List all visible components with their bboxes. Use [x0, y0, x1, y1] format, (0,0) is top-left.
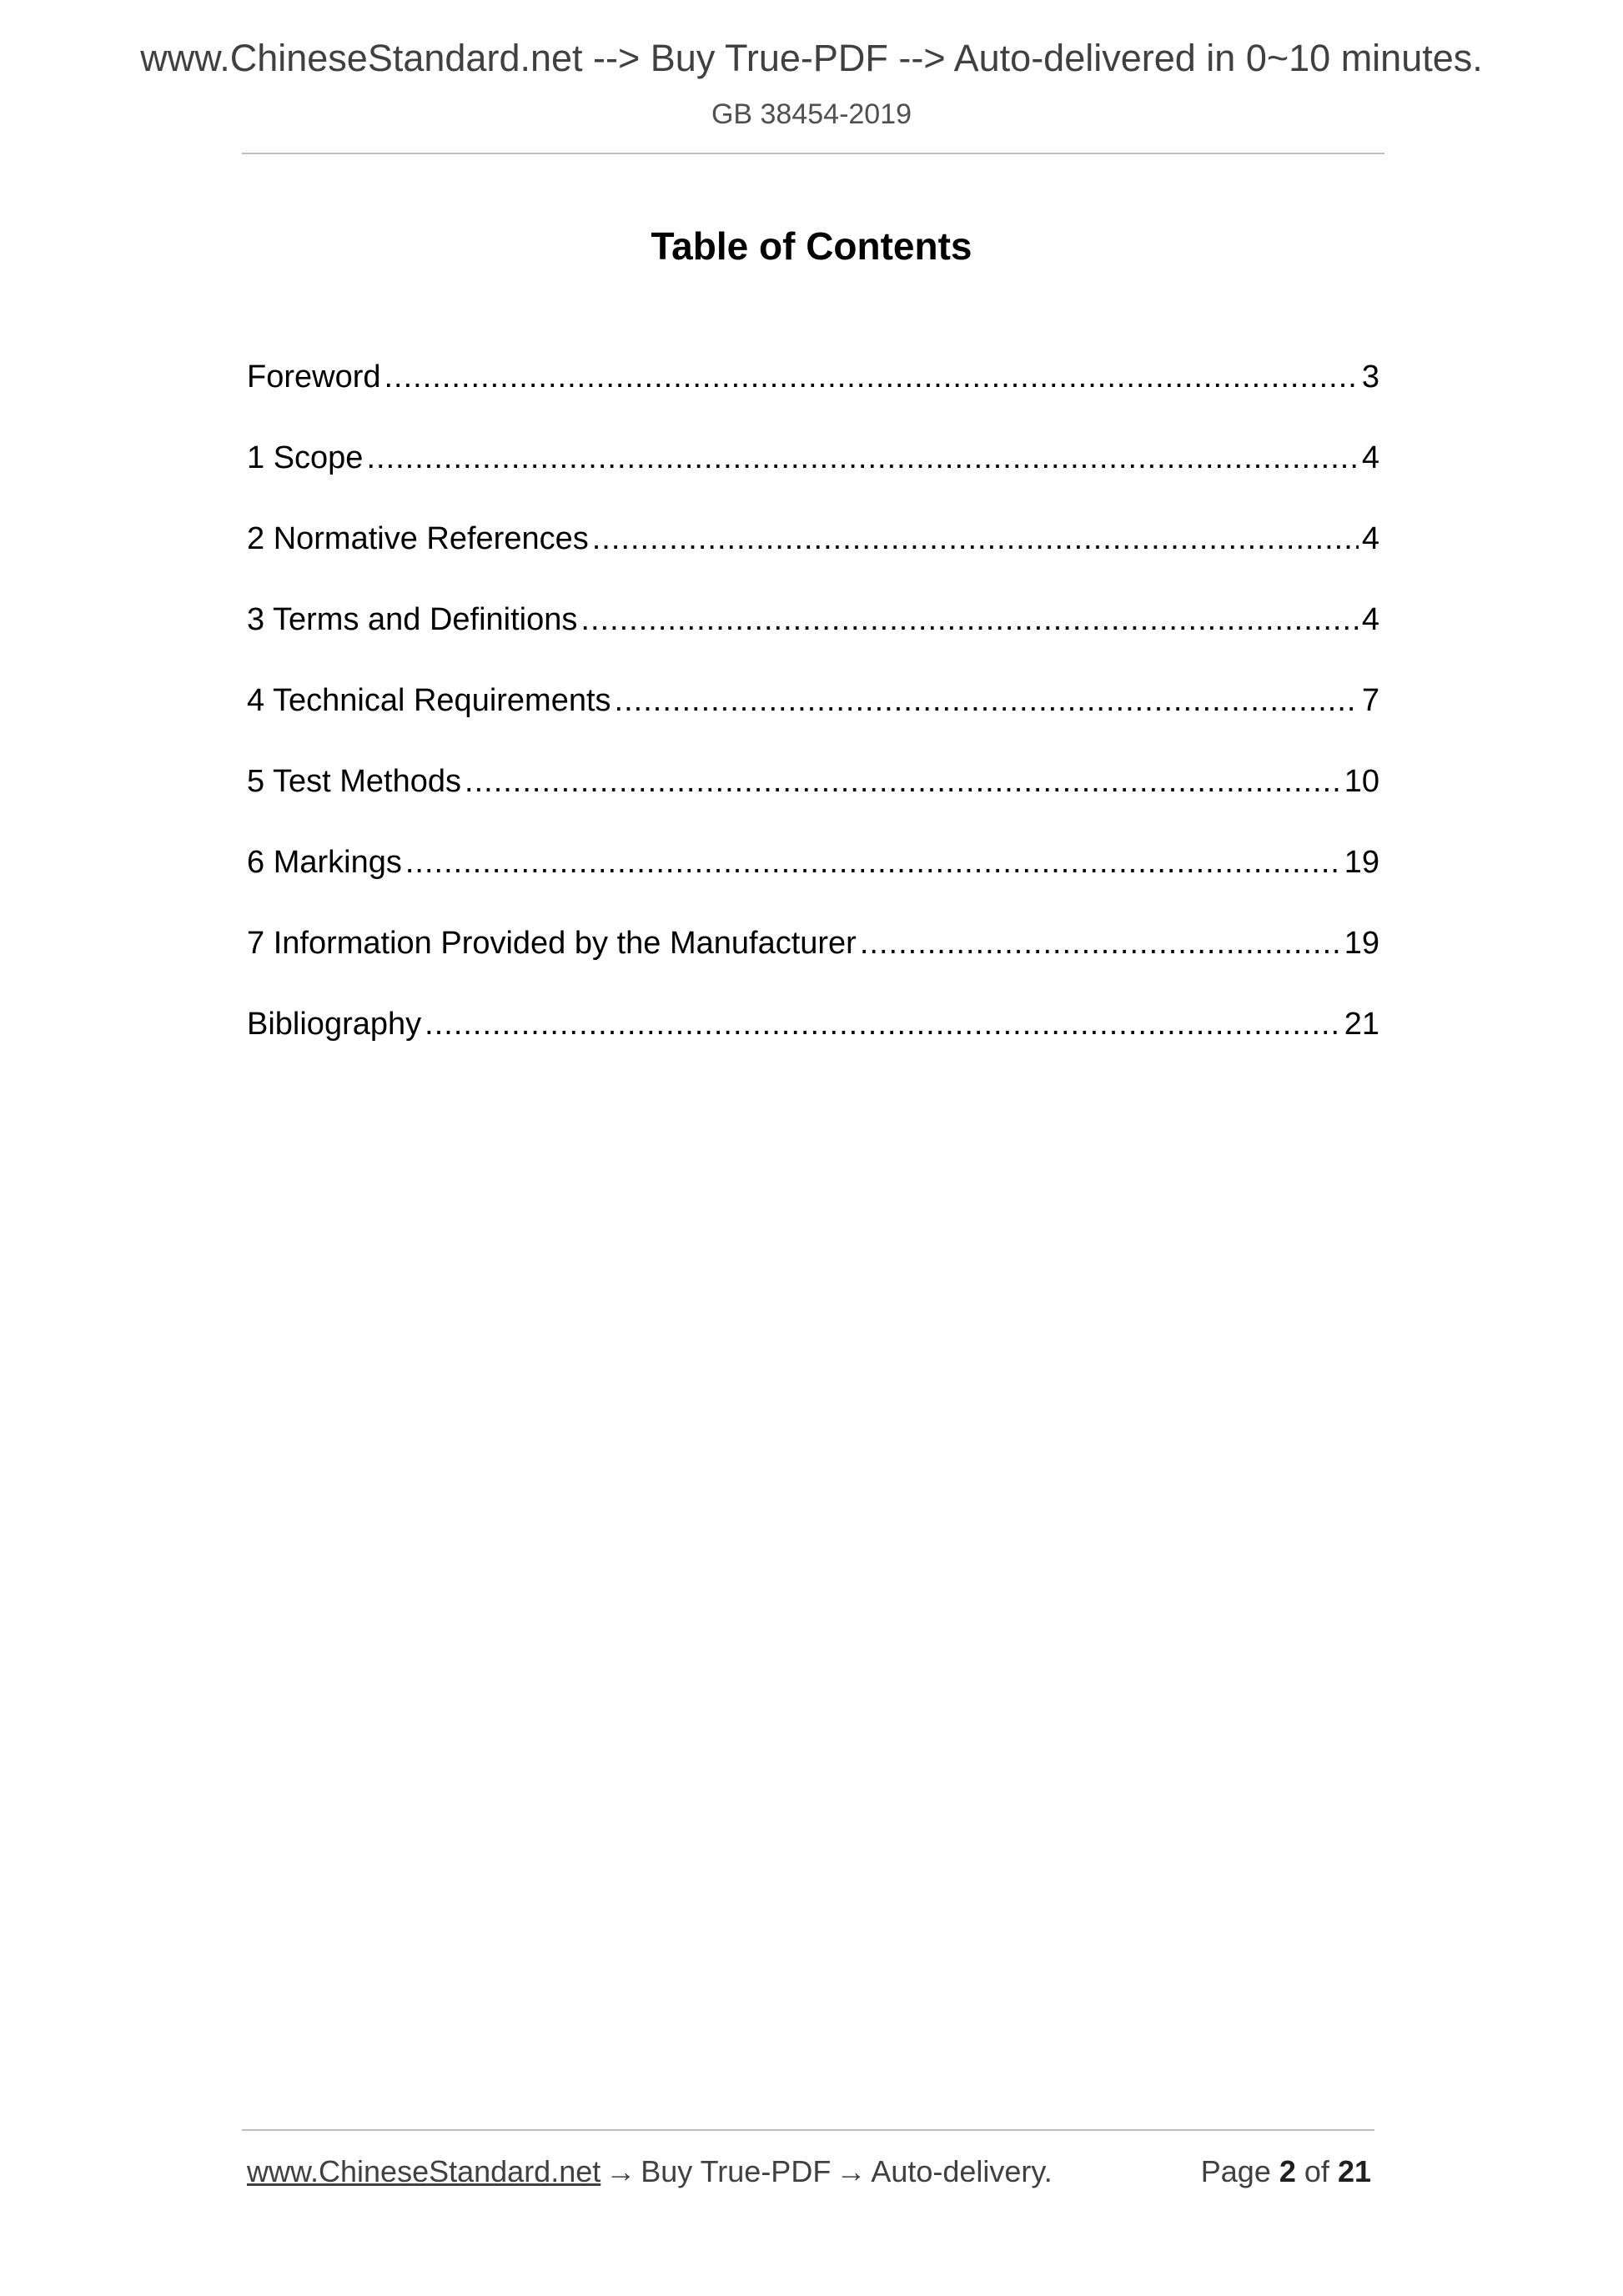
toc-dot-leader	[425, 1002, 1341, 1047]
toc-entry-label: 5 Test Methods	[247, 764, 462, 799]
toc-entry-page: 4	[1361, 602, 1379, 637]
page-footer	[247, 2149, 1371, 2196]
toc-entry-page: 19	[1344, 926, 1379, 961]
total-pages-number: 21	[1337, 2154, 1371, 2188]
toc-dot-leader	[592, 516, 1359, 561]
header-banner: www.ChineseStandard.net --> Buy True-PDF --> Auto-delivered in 0~10 minutes.	[140, 37, 1483, 79]
toc-dot-leader	[615, 678, 1359, 723]
toc-entry-test-methods[interactable]	[247, 759, 1379, 840]
page-word: Page	[1200, 2154, 1271, 2188]
standard-number: GB 38454-2019	[711, 98, 912, 130]
toc-entry-page: 21	[1344, 1007, 1379, 1042]
toc-entry-label: Foreword	[247, 359, 381, 394]
page-indicator	[1201, 2149, 1371, 2194]
footer-promo	[247, 2149, 1053, 2194]
header-divider	[242, 153, 1384, 154]
toc-entry-page: 10	[1344, 764, 1379, 799]
arrow-right-icon: →	[836, 2154, 867, 2188]
toc-entry-manufacturer-information[interactable]	[247, 921, 1379, 1002]
toc-entry-page: 19	[1344, 845, 1379, 880]
toc-dot-leader	[465, 759, 1341, 804]
toc-entry-page: 3	[1361, 359, 1379, 394]
toc-entry-label: 6 Markings	[247, 845, 402, 880]
toc-entry-page: 4	[1361, 440, 1379, 475]
toc-entry-normative-references[interactable]	[247, 516, 1379, 597]
toc-entry-terms-and-definitions[interactable]	[247, 597, 1379, 678]
toc-entry-scope[interactable]	[247, 435, 1379, 516]
current-page-number: 2	[1279, 2154, 1296, 2188]
toc-entry-label: Bibliography	[247, 1007, 422, 1042]
of-word: of	[1304, 2154, 1329, 2188]
toc-entry-foreword[interactable]	[247, 354, 1379, 435]
toc-entry-label: 2 Normative References	[247, 521, 589, 556]
toc-entry-label: 1 Scope	[247, 440, 364, 475]
footer-divider	[242, 2129, 1374, 2131]
footer-site-link[interactable]: www.ChineseStandard.net	[247, 2154, 601, 2188]
toc-dot-leader	[384, 354, 1359, 399]
arrow-right-icon: →	[605, 2154, 636, 2188]
toc-entry-page: 7	[1361, 683, 1379, 718]
toc-entry-label: 7 Information Provided by the Manufacturer	[247, 926, 857, 961]
toc-entry-technical-requirements[interactable]	[247, 678, 1379, 759]
toc-dot-leader	[580, 597, 1358, 642]
toc-entry-page: 4	[1361, 521, 1379, 556]
toc-title: Table of Contents	[651, 224, 972, 268]
footer-buy-text: Buy True-PDF	[641, 2154, 832, 2188]
toc-entry-markings[interactable]	[247, 840, 1379, 921]
footer-delivery-text: Auto-delivery.	[871, 2154, 1053, 2188]
toc-dot-leader	[366, 435, 1358, 480]
toc-dot-leader	[405, 840, 1341, 885]
toc-entry-label: 3 Terms and Definitions	[247, 602, 578, 637]
toc-dot-leader	[860, 921, 1341, 966]
toc-list	[247, 354, 1379, 1083]
toc-entry-label: 4 Technical Requirements	[247, 683, 611, 718]
toc-entry-bibliography[interactable]	[247, 1002, 1379, 1083]
